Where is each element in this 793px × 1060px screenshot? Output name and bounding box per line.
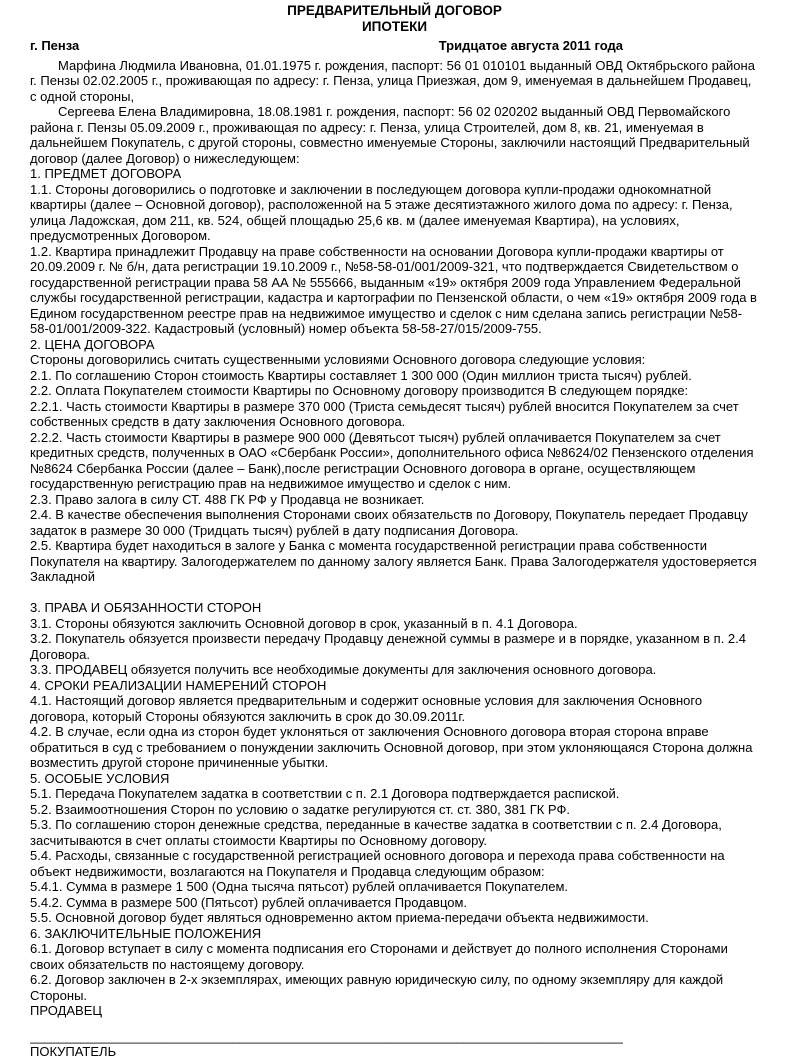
paragraph: 2.1. По соглашению Сторон стоимость Квартиры составляет 1 300 000 (Один миллион триста тысяч) рублей. (30, 367, 692, 383)
document-body (30, 58, 759, 1004)
document-title-line2: ИПОТЕКИ (361, 18, 428, 34)
seller-label: ПРОДАВЕЦ (30, 1003, 102, 1018)
paragraph: 2.2.2. Часть стоимости Квартиры в размере 900 000 (Девятьсот тысяч) рублей оплачивается Покупателем за счет кредитных средств, полученных в ОАО «Сбербанк России», дополнительного офиса №8624/02 Пензенского отделения №8624 Сбербанка России (далее – Банк),после регистрации Основного договора в органе, осуществляющем государственную регистрацию прав на недвижимое имущество и сделок с ним. (30, 429, 754, 491)
paragraph: 6.2. Договор заключен в 2-х экземплярах, имеющих равную юридическую силу, по одному экземпляру для каждой Стороны. (30, 972, 724, 1003)
paragraph: 5.2. Взаимоотношения Сторон по условию о задатке регулируются ст. ст. 380, 381 ГК РФ. (30, 801, 570, 817)
contract-date: Тридцатое августа 2011 года (438, 38, 623, 53)
paragraph: 2.3. Право залога в силу СТ. 488 ГК РФ у Продавца не возникает. (30, 491, 425, 507)
section-heading: 2. ЦЕНА ДОГОВОРА (30, 336, 155, 352)
paragraph: 5.1. Передача Покупателем задатка в соответствии с п. 2.1 Договора подтверждается распиской. (30, 786, 620, 801)
section-heading: 6. ЗАКЛЮЧИТЕЛЬНЫЕ ПОЛОЖЕНИЯ (30, 925, 262, 941)
paragraph: 1.2. Квартира принадлежит Продавцу на праве собственности на основании Договора купли-продажи квартиры от 20.09.2009 г. № б/н, дата регистрации 19.10.2009 г., №58-58-01/001/2009-321, что подтверждается Свидетельством о государственной регистрации права 58 АА № 555666, выданным «19» октября 2009 года Управлением Федеральной службы государственной регистрации, кадастра и картографии по Пензенской области, о чем «19» октября 2009 года в Едином государственном реестре прав на недвижимое имущество и сделок с ним сделана запись регистрации №58-58-01/001/2009-322. Кадастровый (условный) номер объекта 58-58-27/015/2009-755. (30, 243, 757, 336)
paragraph: 4.1. Настоящий договор является предварительным и содержит основные условия для заключения Основного договора, который Стороны обязуются заключить в срок до 30.09.2011г. (30, 693, 703, 724)
paragraph: 3.1. Стороны обязуются заключить Основной договор в срок, указанный в п. 4.1 Договора. (30, 615, 578, 631)
paragraph: 5.4.1. Сумма в размере 1 500 (Одна тысяча пятьсот) рублей оплачивается Покупателем. (30, 879, 569, 894)
paragraph: 3.2. Покупатель обязуется произвести передачу Продавцу денежной суммы в размере и в порядке, указанном в п. 2.4 Договора. (30, 631, 746, 662)
document-title-line1: ПРЕДВАРИТЕЛЬНЫЙ ДОГОВОР (287, 3, 502, 18)
paragraph: 5.4. Расходы, связанные с государственной регистрацией основного договора и перехода права собственности на объект недвижимости, возлагаются на Покупателя и Продавца следующим образом: (30, 848, 725, 879)
section-heading: 3. ПРАВА И ОБЯЗАННОСТИ СТОРОН (30, 600, 262, 615)
paragraph: Марфина Людмила Ивановна, 01.01.1975 г. рождения, паспорт: 56 01 010101 выданный ОВД Октябрьского района г. Пензы 02.02.2005 г., проживающая по адресу: г. Пенза, улица Приезжая, дом 9, именуемая в дальнейшем Продавец, с одной стороны, (30, 57, 755, 104)
paragraph: 5.3. По соглашению сторон денежные средства, переданные в качестве задатка в соответствии с п. 2.4 Договора, засчитываются в счет оплаты стоимости Квартиры по Основному договору. (30, 817, 722, 848)
paragraph: Сергеева Елена Владимировна, 18.08.1981 г. рождения, паспорт: 56 02 020202 выданный ОВД Первомайского района г. Пензы 05.09.2009 г., проживающая по адресу: г. Пенза, улица Строителей, дом 8, кв. 21, именуемая в дальнейшем Покупатель, с другой стороны, совместно именуемые Стороны, заключили настоящий Предварительный договор (далее Договор) о нижеследующем: (30, 104, 750, 166)
paragraph: 4.2. В случае, если одна из сторон будет уклоняться от заключения Основного договора вторая сторона вправе обратиться в суд с требованием о понуждении заключить Основной договор, при этом уклоняющаяся Сторона должна возместить другой стороне причиненные убытки. (30, 724, 753, 770)
paragraph: 5.5. Основной договор будет являться одновременно актом приема-передачи объекта недвижимости. (30, 910, 649, 925)
paragraph: Стороны договорились считать существенными условиями Основного договора следующие условия: (30, 352, 646, 367)
paragraph: 2.4. В качестве обеспечения выполнения Сторонами своих обязательств по Договору, Покупатель передает Продавцу задаток в размере 30 000 (Тридцать тысяч) рублей в дату подписания Договора. (30, 507, 748, 538)
section-heading: 1. ПРЕДМЕТ ДОГОВОРА (30, 166, 182, 181)
paragraph: 2.2. Оплата Покупателем стоимости Квартиры по Основному договору производится В следующем порядке: (30, 383, 689, 398)
seller-signature-line: __________________________________________________________________________________ (30, 1028, 623, 1044)
paragraph: 2.5. Квартира будет находиться в залоге у Банка с момента государственной регистрации права собственности Покупателя на квартиру. Залогодержателем по данному залогу является Банк. Права Залогодержателя удостоверяется Закладной (30, 538, 757, 584)
section-heading: 4. СРОКИ РЕАЛИЗАЦИИ НАМЕРЕНИЙ СТОРОН (30, 677, 327, 693)
buyer-label: ПОКУПАТЕЛЬ (30, 1044, 117, 1059)
paragraph: 5.4.2. Сумма в размере 500 (Пятьсот) рублей оплачивается Продавцом. (30, 894, 468, 910)
section-heading: 5. ОСОБЫЕ УСЛОВИЯ (30, 770, 170, 786)
paragraph: 3.3. ПРОДАВЕЦ обязуется получить все необходимые документы для заключения основного договора. (30, 662, 657, 677)
city-label: г. Пенза (30, 38, 80, 53)
date-line (30, 38, 759, 54)
paragraph: 1.1. Стороны договорились о подготовке и заключении в последующем договора купли-продажи однокомнатной квартиры (далее – Основной договор), расположенной на 5 этаже десятиэтажного жилого дома по адресу: г. Пенза, улица Ладожская, дом 211, кв. 524, общей площадью 25,6 кв. м (далее именуемая Квартира), на условиях, предусмотренных Договором. (30, 181, 733, 243)
paragraph: 2.2.1. Часть стоимости Квартиры в размере 370 000 (Триста семьдесят тысяч) рублей вносится Покупателем за счет собственных средств в дату заключения Основного договора. (30, 398, 739, 429)
paragraph: 6.1. Договор вступает в силу с момента подписания его Сторонами и действует до полного исполнения Сторонами своих обязательств по настоящему договору. (30, 941, 728, 972)
